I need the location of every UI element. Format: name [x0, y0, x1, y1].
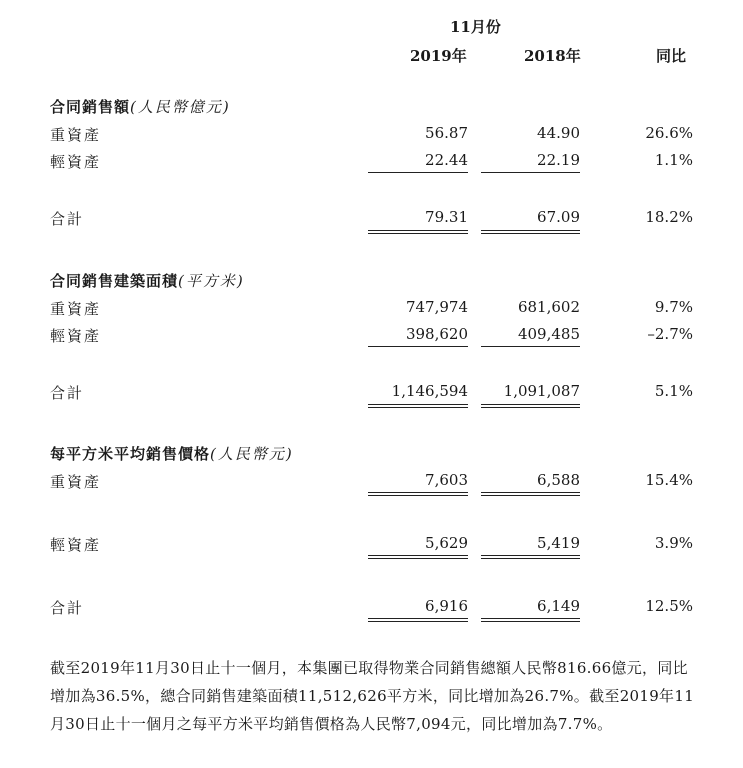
subtotal-rule	[368, 346, 468, 347]
total-double-rule	[481, 230, 580, 234]
cell-yoy: 3.9%	[654, 534, 693, 552]
cell-total-yoy: 18.2%	[645, 208, 693, 226]
row-label-light-asset: 輕資產	[50, 153, 102, 171]
row-label-light-asset: 輕資產	[50, 536, 102, 554]
cell-total-2018: 1,091,087	[503, 382, 580, 400]
subtotal-rule	[481, 346, 580, 347]
cell-total-yoy: 5.1%	[654, 382, 693, 400]
cell-total-2019: 79.31	[425, 208, 468, 226]
row-label-total: 合計	[50, 384, 85, 402]
row-label-total: 合計	[50, 210, 85, 228]
cell-yoy: 26.6%	[645, 124, 693, 142]
cell-yoy: 15.4%	[645, 471, 693, 489]
cell-total-yoy: 12.5%	[645, 597, 693, 615]
row-label-heavy-asset: 重資產	[50, 126, 102, 144]
cell-2019: 5,629	[425, 534, 468, 552]
summary-paragraph: 截至2019年11月30日止十一個月，本集團已取得物業合同銷售總額人民幣816.66億元，同比增加為36.5%，總合同銷售建築面積11,512,626平方米，同比增加為26.7%。截至2019年11月30日止十一個月之每平方米平均銷售價格為人民幣7,094元，同比增加為7.7%。	[50, 659, 695, 733]
cell-total-2018: 6,149	[537, 597, 580, 615]
section-title-text: 每平方米平均銷售價格	[50, 445, 211, 463]
section-title-contract-sales	[50, 96, 231, 117]
cell-2018: 681,602	[517, 298, 580, 316]
total-double-rule	[481, 555, 580, 559]
total-double-rule	[481, 618, 580, 622]
section-title-avg-price	[50, 443, 294, 464]
cell-2018: 44.90	[537, 124, 580, 142]
cell-2019: 398,620	[405, 325, 468, 343]
section-title-contract-area	[50, 270, 245, 291]
cell-yoy: 1.1%	[654, 151, 693, 169]
row-label-heavy-asset: 重資產	[50, 473, 102, 491]
section-title-text: 合同銷售額	[50, 98, 131, 116]
cell-2018: 5,419	[537, 534, 580, 552]
cell-2018: 22.19	[537, 151, 580, 169]
total-double-rule	[368, 618, 468, 622]
cell-2019: 747,974	[405, 298, 468, 316]
cell-yoy: –2.7%	[647, 325, 693, 343]
total-double-rule	[368, 492, 468, 496]
section-title-text: 合同銷售建築面積	[50, 272, 179, 290]
total-double-rule	[368, 555, 468, 559]
row-label-heavy-asset: 重資產	[50, 300, 102, 318]
cell-yoy: 9.7%	[654, 298, 693, 316]
cell-total-2019: 1,146,594	[391, 382, 468, 400]
cell-2018: 6,588	[537, 471, 580, 489]
section-unit: (人民幣元)	[210, 445, 294, 463]
cell-2018: 409,485	[517, 325, 580, 343]
cell-2019: 56.87	[425, 124, 468, 142]
row-label-light-asset: 輕資產	[50, 327, 102, 345]
column-header-yoy: 同比	[656, 47, 687, 65]
subtotal-rule	[368, 172, 468, 173]
total-double-rule	[481, 404, 580, 408]
cell-2019: 22.44	[425, 151, 468, 169]
total-double-rule	[481, 492, 580, 496]
cell-total-2019: 6,916	[425, 597, 468, 615]
period-header: 11月份	[450, 18, 501, 36]
row-label-total: 合計	[50, 599, 85, 617]
section-unit: (平方米)	[178, 272, 245, 290]
column-header-2018: 2018年	[524, 47, 581, 65]
cell-total-2018: 67.09	[537, 208, 580, 226]
cell-2019: 7,603	[425, 471, 468, 489]
subtotal-rule	[481, 172, 580, 173]
section-unit: (人民幣億元)	[130, 98, 231, 116]
total-double-rule	[368, 404, 468, 408]
total-double-rule	[368, 230, 468, 234]
column-header-2019: 2019年	[410, 47, 467, 65]
